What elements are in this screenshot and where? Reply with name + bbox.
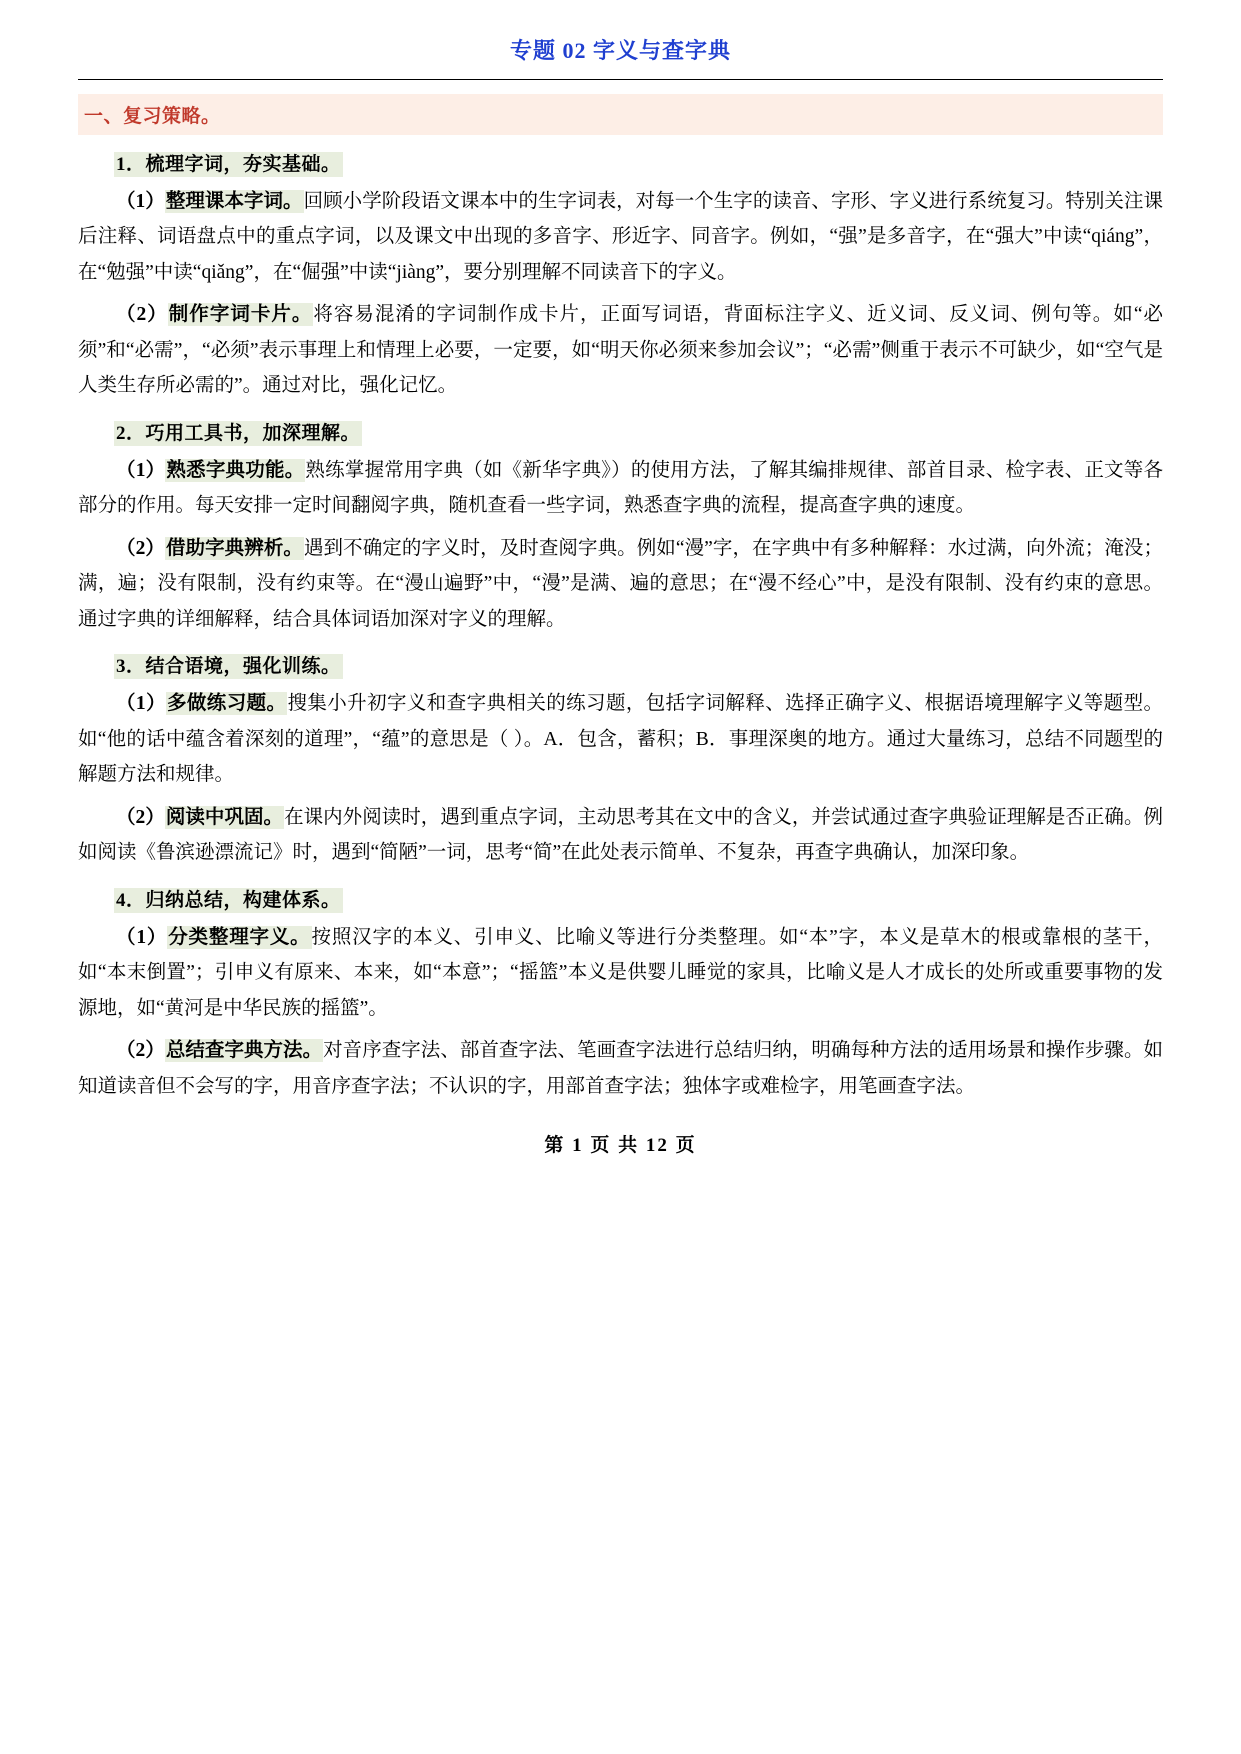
paragraph-text: 对音序查字法、部首查字法、笔画查字法进行总结归纳，明确每种方法的适用场景和操作步骤。如知道读音但不会写的字，用音序查字法；不认识的字，用部首查字法；独体字或难检字，用笔画查字法。 [78, 1040, 1163, 1097]
paragraph-number: （1） [116, 693, 166, 715]
section-heading: 一、复习策略。 [78, 94, 1163, 135]
page-title: 专题 02 字义与查字典 [509, 38, 731, 63]
paragraph-text: 将容易混淆的字词制作成卡片，正面写词语，背面标注字义、近义词、反义词、例句等。如“必须”和“必需”，“必须”表示事理上和情理上必要，一定要，如“明天你必须来参加会议”；“必需”侧重于表示不可缺少，如“空气是人类生存所必需的”。通过对比，强化记忆。 [78, 304, 1163, 397]
paragraph-lead: 制作字词卡片。 [168, 304, 313, 326]
paragraph-text: 回顾小学阶段语文课本中的生字词表，对每一个生字的读音、字形、字义进行系统复习。特别关注课后注释、词语盘点中的重点字词，以及课文中出现的多音字、形近字、同音字。例如，“强”是多音字，在“强大”中读“qiáng”，在“勉强”中读“qiǎng”，在“倔强”中读“jiàng”，要分别理解不同读音下的字义。 [78, 191, 1163, 283]
paragraph-text: 按照汉字的本义、引申义、比喻义等进行分类整理。如“本”字，本义是草木的根或靠根的茎干，如“本末倒置”；引申义有原来、本来，如“本意”；“摇篮”本义是供婴儿睡觉的家具，比喻义是人才成长的处所或重要事物的发源地，如“黄河是中华民族的摇篮”。 [78, 926, 1163, 1019]
paragraph [78, 453, 1163, 524]
paragraph-text: 遇到不确定的字义时，及时查阅字典。例如“漫”字，在字典中有多种解释：水过满，向外流；淹没；满，遍；没有限制，没有约束等。在“漫山遍野”中，“漫”是满、遍的意思；在“漫不经心”中，是没有限制、没有约束的意思。通过字典的详细解释，结合具体词语加深对字义的理解。 [78, 537, 1163, 630]
paragraph [78, 686, 1163, 792]
paragraph [78, 531, 1163, 637]
paragraph-number: （1） [116, 191, 165, 212]
paragraph-number: （2） [116, 1040, 165, 1062]
paragraph-text: 在课内外阅读时，遇到重点字词，主动思考其在文中的含义，并尝试通过查字典验证理解是否正确。例如阅读《鲁滨逊漂流记》时，遇到“简陋”一词，思考“简”在此处表示简单、不复杂，再查字典确认，加深印象。 [78, 806, 1163, 864]
paragraph-lead: 熟悉字典功能。 [166, 459, 305, 481]
subsection-heading [78, 651, 1163, 678]
paragraph-lead: 分类整理字义。 [168, 926, 311, 948]
paragraph-lead: 借助字典辨析。 [165, 537, 303, 559]
subsection-heading [78, 418, 1163, 445]
subsection-heading-text: 2．巧用工具书，加深理解。 [116, 422, 361, 444]
paragraph-number: （2） [116, 304, 168, 326]
subsection-heading [78, 149, 1163, 176]
paragraph [78, 1033, 1163, 1104]
page-footer: 第 1 页 共 12 页 [544, 1135, 697, 1157]
paragraph [78, 184, 1163, 290]
subsection-heading-text: 3．结合语境，强化训练。 [116, 656, 341, 678]
paragraph-number: （1） [116, 459, 166, 481]
paragraph [78, 920, 1163, 1026]
paragraph [78, 800, 1163, 871]
paragraph-lead: 总结查字典方法。 [165, 1040, 323, 1062]
subsection-heading [78, 885, 1163, 912]
paragraph-text: 熟练掌握常用字典（如《新华字典》）的使用方法，了解其编排规律、部首目录、检字表、正文等各部分的作用。每天安排一定时间翻阅字典，随机查看一些字词，熟悉查字典的流程，提高查字典的速度。 [78, 459, 1163, 517]
paragraph-text: 搜集小升初字义和查字典相关的练习题，包括字词解释、选择正确字义、根据语境理解字义等题型。如“他的话中蕴含着深刻的道理”，“蕴”的意思是（ ）。A．包含，蓄积；B．事理深奥的地方。通过大量练习，总结不同题型的解题方法和规律。 [78, 693, 1163, 786]
paragraph-number: （2） [116, 806, 165, 828]
paragraph-number: （1） [116, 926, 168, 948]
subsection-heading-text: 4．归纳总结，构建体系。 [116, 889, 341, 911]
paragraph-lead: 阅读中巩固。 [165, 806, 284, 828]
paragraph-number: （2） [116, 537, 165, 559]
paragraph [78, 297, 1163, 403]
subsection-heading-text: 1．梳理字词，夯实基础。 [116, 154, 341, 175]
title-divider [78, 79, 1163, 80]
paragraph-lead: 多做练习题。 [166, 693, 287, 715]
paragraph-lead: 整理课本字词。 [165, 191, 303, 212]
